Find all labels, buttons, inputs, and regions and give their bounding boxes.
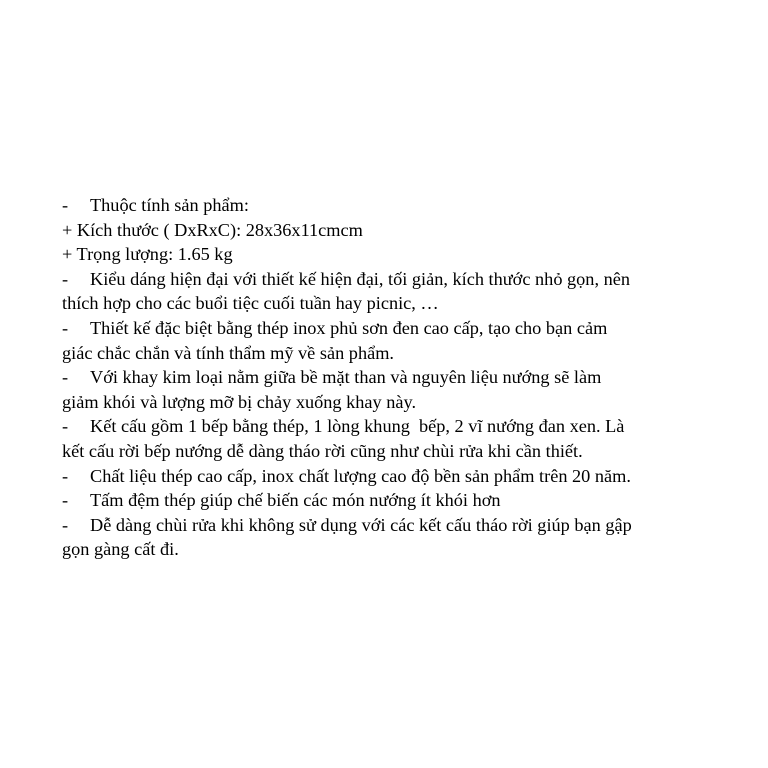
bullet-line <box>62 513 692 538</box>
product-description <box>62 193 692 562</box>
line-text: Thiết kế đặc biệt bằng thép inox phủ sơn đen cao cấp, tạo cho bạn cảm <box>90 317 608 338</box>
bullet-line <box>62 316 692 341</box>
dash-marker: - <box>62 317 69 338</box>
text-line: kết cấu rời bếp nướng dễ dàng tháo rời cũng như chùi rửa khi cần thiết. <box>62 440 583 461</box>
bullet-line <box>62 464 692 489</box>
line-text: Dễ dàng chùi rửa khi không sử dụng với các kết cấu tháo rời giúp bạn gập <box>90 514 632 535</box>
dash-marker: - <box>62 195 69 215</box>
bullet-line <box>62 488 692 513</box>
text-line: giác chắc chắn và tính thẩm mỹ về sản phẩm. <box>62 342 394 363</box>
line-text: Tấm đệm thép giúp chế biến các món nướng ít khói hơn <box>90 490 501 511</box>
dash-marker: - <box>62 490 69 511</box>
bullet-line <box>62 193 692 218</box>
dash-marker: - <box>62 514 69 535</box>
line-text: Chất liệu thép cao cấp, inox chất lượng cao độ bền sản phẩm trên 20 năm. <box>90 465 631 486</box>
line-text: Kết cấu gồm 1 bếp bằng thép, 1 lòng khung bếp, 2 vĩ nướng đan xen. Là <box>90 416 625 437</box>
bullet-line <box>62 414 692 439</box>
bullet-line <box>62 365 692 390</box>
dash-marker: - <box>62 268 69 289</box>
dash-marker: - <box>62 416 69 437</box>
dash-marker: - <box>62 465 69 486</box>
text-line: giảm khói và lượng mỡ bị chảy xuống khay này. <box>62 391 417 412</box>
line-text: Kiểu dáng hiện đại với thiết kế hiện đại, tối giản, kích thước nhỏ gọn, nên <box>90 268 630 289</box>
line-text: Thuộc tính sản phẩm: <box>90 195 249 215</box>
text-line: + Trọng lượng: 1.65 kg <box>62 244 233 265</box>
text-line: thích hợp cho các buổi tiệc cuối tuần hay picnic, … <box>62 293 439 314</box>
dash-marker: - <box>62 367 69 388</box>
text-line: + Kích thước ( DxRxC): 28x36x11cmcm <box>62 219 363 240</box>
line-text: Với khay kim loại nằm giữa bề mặt than và nguyên liệu nướng sẽ làm <box>90 367 602 388</box>
bullet-line <box>62 267 692 292</box>
text-line: gọn gàng cất đi. <box>62 539 179 560</box>
